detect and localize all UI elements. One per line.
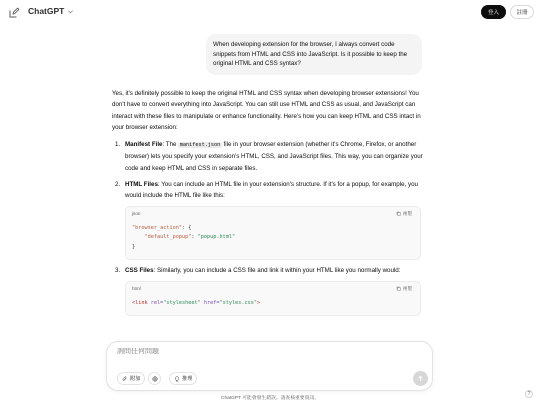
list-item-text: : The bbox=[162, 141, 179, 149]
top-bar bbox=[0, 0, 540, 26]
user-message: When developing extension for the browser, I always convert code snippets from HTML and CSS into JavaScript. Is it possible to keep the original HTML and CSS syntax? bbox=[206, 34, 422, 75]
globe-icon bbox=[152, 376, 158, 382]
list-number: 3. bbox=[115, 267, 121, 275]
code-token: href= bbox=[200, 299, 220, 306]
attach-label: 附加 bbox=[130, 376, 141, 382]
code-language: json bbox=[132, 210, 141, 216]
code-block-header bbox=[126, 282, 420, 295]
copy-label: 複製 bbox=[402, 285, 412, 291]
code-block-header bbox=[126, 207, 420, 220]
search-web-button[interactable] bbox=[148, 372, 161, 385]
arrow-up-icon bbox=[417, 375, 424, 382]
code-token: "stylesheet" bbox=[163, 299, 201, 306]
code-block bbox=[125, 281, 421, 317]
code-token: > bbox=[256, 299, 261, 306]
new-chat-icon[interactable] bbox=[8, 6, 20, 18]
copy-code-button[interactable] bbox=[396, 283, 412, 294]
disclaimer-text: ChatGPT 可能會發生錯誤。請查核重要資訊。 bbox=[221, 396, 319, 401]
message-input[interactable] bbox=[117, 348, 397, 355]
code-token: <link bbox=[132, 299, 148, 306]
list-item-text: : You can include an HTML file in your extension's structure. If it's for a popup, for example, you would include the HTML file like this: bbox=[125, 181, 418, 200]
send-button[interactable] bbox=[413, 371, 428, 386]
list-item bbox=[112, 139, 428, 174]
copy-icon bbox=[396, 211, 401, 216]
code-token: } bbox=[132, 243, 136, 250]
model-selector[interactable] bbox=[28, 6, 74, 16]
list-item bbox=[112, 265, 428, 316]
copy-label: 複製 bbox=[402, 210, 412, 216]
inline-code: manifest.json bbox=[179, 142, 221, 149]
brand-name: ChatGPT bbox=[28, 6, 65, 16]
list-number: 1. bbox=[115, 141, 121, 149]
copy-code-button[interactable] bbox=[396, 208, 412, 219]
copy-icon bbox=[396, 286, 401, 291]
paperclip-icon bbox=[122, 376, 128, 382]
list-item-text: : Similarly, you can include a CSS file and link it within your HTML like you normally would: bbox=[153, 267, 401, 275]
code-token: rel= bbox=[147, 299, 164, 306]
chevron-down-icon bbox=[67, 8, 74, 15]
login-button[interactable]: 登入 bbox=[481, 5, 506, 19]
code-content bbox=[126, 220, 420, 260]
code-token: : { bbox=[181, 224, 192, 231]
code-block bbox=[125, 206, 421, 261]
reason-label: 推理 bbox=[182, 376, 193, 382]
lightbulb-icon bbox=[174, 376, 180, 382]
list-item-title: HTML Files bbox=[125, 181, 158, 189]
code-token: "default_popup" bbox=[144, 234, 192, 241]
list-item-title: CSS Files bbox=[125, 267, 154, 275]
assistant-list bbox=[112, 139, 428, 316]
assistant-message bbox=[112, 88, 428, 321]
attach-button[interactable] bbox=[117, 372, 145, 385]
list-item bbox=[112, 179, 428, 260]
code-content bbox=[126, 295, 420, 316]
code-token: "popup.html" bbox=[197, 234, 236, 241]
code-language: html bbox=[132, 285, 141, 291]
list-item-title: Manifest File bbox=[125, 141, 163, 149]
code-token: "browser_action" bbox=[132, 224, 182, 231]
code-token: : bbox=[191, 234, 198, 241]
help-button[interactable]: ? bbox=[525, 390, 533, 398]
list-number: 2. bbox=[115, 181, 121, 189]
assistant-intro: Yes, it's definitely possible to keep the original HTML and CSS syntax when developing browser extensions! You don't have to convert everything into JavaScript. You can still use HTML and CSS as usual, and JavaScript can interact with these files to manipulate or enhance functionality. Here's how you can keep HTML and CSS intact in your browser extension: bbox=[112, 90, 421, 131]
reason-button[interactable] bbox=[169, 372, 197, 385]
code-token: "styles.css" bbox=[219, 299, 257, 306]
list-item-text: file in your browser extension (whether it's Chrome, Firefox, or another browser) lets you specify your extension's HTML, CSS, and JavaScript files. This way, you can organize your code and keep HTML and CSS in separate files. bbox=[125, 141, 423, 172]
signup-button[interactable]: 註冊 bbox=[510, 5, 534, 19]
message-composer bbox=[106, 341, 433, 391]
